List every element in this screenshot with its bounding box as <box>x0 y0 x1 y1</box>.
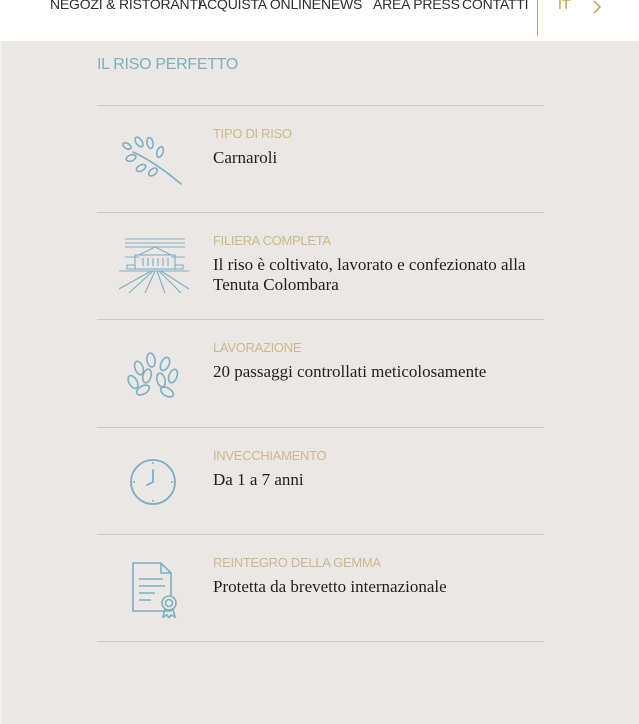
feature-label: FILIERA COMPLETA <box>213 233 331 248</box>
certificate-icon <box>115 557 191 621</box>
feature-value: Il riso è coltivato, lavorato e confezionato alla Tenuta Colombara <box>213 255 526 294</box>
feature-row-tipo-di-riso <box>97 106 544 212</box>
feature-value: Protetta da brevetto internazionale <box>213 577 447 596</box>
nav-item-news[interactable]: NEWS <box>321 0 363 12</box>
left-edge <box>0 41 2 724</box>
nav-item-acquista-online[interactable]: ACQUISTA ONLINE <box>198 0 321 12</box>
feature-row-reintegro-della-gemma <box>97 535 544 641</box>
feature-label: REINTEGRO DELLA GEMMA <box>213 555 381 570</box>
nav-item-area-press[interactable]: AREA PRESS <box>373 0 460 12</box>
feature-label: TIPO DI RISO <box>213 126 292 141</box>
feature-row-lavorazione <box>97 320 544 426</box>
chevron-right-icon[interactable] <box>590 0 604 14</box>
feature-row-invecchiamento <box>97 428 544 534</box>
nav-item-negozi-ristoranti[interactable]: NEGOZI & RISTORANTI <box>50 0 202 12</box>
feature-value: Da 1 a 7 anni <box>213 470 304 489</box>
farm-estate-icon <box>115 235 191 299</box>
language-switch[interactable]: IT <box>558 0 571 12</box>
feature-value: Carnaroli <box>213 148 278 167</box>
nav-divider <box>537 0 538 36</box>
clock-icon <box>115 450 191 514</box>
feature-label: INVECCHIAMENTO <box>213 448 327 463</box>
nav-item-contatti[interactable]: CONTATTI <box>462 0 529 12</box>
feature-value: 20 passaggi controllati meticolosamente <box>213 362 487 381</box>
feature-label: LAVORAZIONE <box>213 340 302 355</box>
top-navigation-bar <box>0 0 639 41</box>
feature-row-filiera-completa <box>97 213 544 319</box>
section-title: IL RISO PERFETTO <box>97 56 239 73</box>
row-divider <box>97 641 544 642</box>
rice-branch-icon <box>115 128 191 192</box>
rice-grains-icon <box>115 342 191 406</box>
